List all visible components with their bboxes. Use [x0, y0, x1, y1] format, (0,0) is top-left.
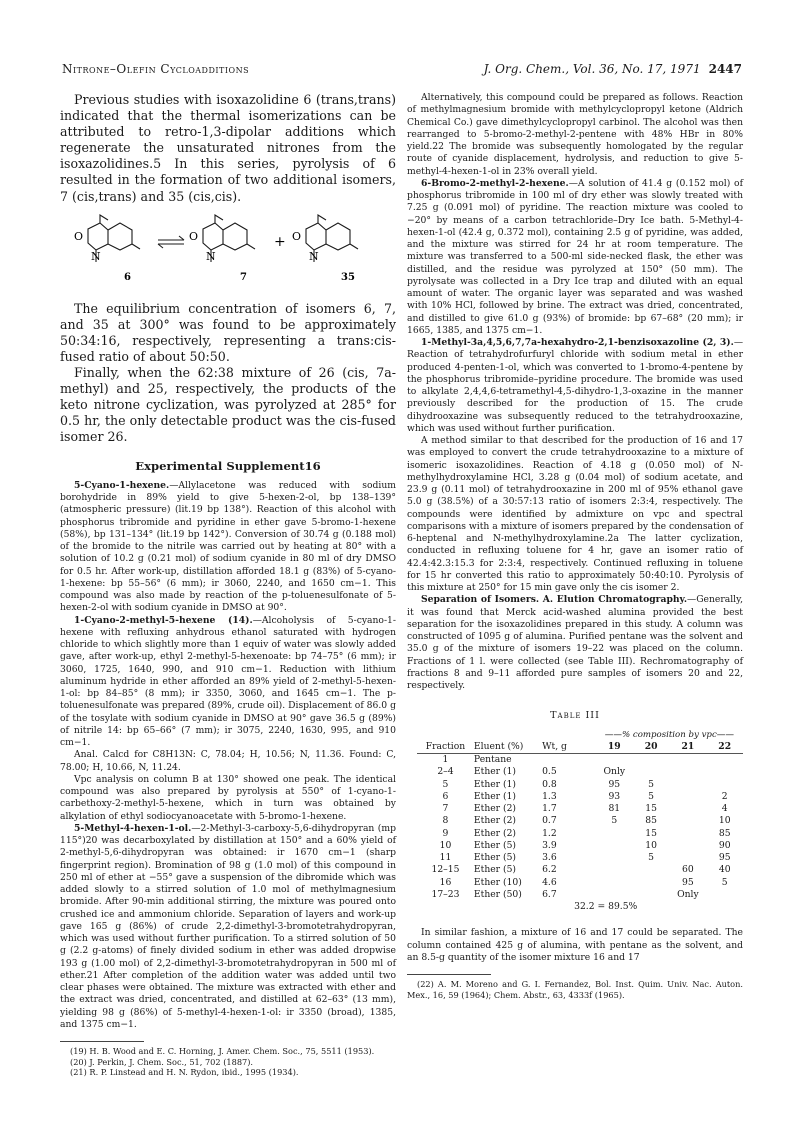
table-cell — [706, 766, 743, 778]
oxygen-atom-label: O — [292, 229, 302, 243]
isoxazolidine-structures — [60, 210, 396, 296]
running-head-title: Nitrone–Olefin Cycloadditions — [62, 62, 250, 76]
exp-lead: 5-Methyl-4-hexen-1-ol. — [74, 822, 192, 834]
table-row — [417, 852, 743, 864]
table-cell: Only — [677, 888, 699, 900]
nitrogen-atom-label: N — [309, 249, 319, 263]
table-cell: 3.6 — [542, 852, 557, 863]
table-total: 32.2 = 89.5% — [574, 901, 638, 912]
exp-text: —Alcoholysis of 5-cyano-1-hexene with refluxing anhydrous ethanol saturated with hydrogen chloride to which slightly more than 1 equiv of water was slowly added gave, after work-up, ethyl 2-methyl-5-hexenoate: bp 74–75° (6 mm); ir 3060, 1725, 1640, 990, and 910 cm−1. Reduction with lithium aluminum hydride in ether afforded an 89% yield of 2-methyl-5-hexen-1-ol: bp 84–85° (8 mm); ir 3350, 3060, and 1645 cm−1. The p-toluenesulfonate was prepared (89%, crude oil). Displacement of 86.0 g of the tosylate with sodium cyanide in DMSO at 90° gave 36.5 g (89%) of nitrile 14: bp 65–66° (7 mm); ir 3075, 2240, 1630, 995, and 910 cm−1. — [60, 614, 397, 748]
table-cell: 4 — [721, 803, 728, 814]
table-row — [417, 840, 743, 852]
table-cell: 1.2 — [542, 827, 557, 839]
table-cell — [706, 889, 743, 901]
table-cell — [669, 754, 706, 767]
exp-paragraph — [407, 337, 743, 435]
table-cell: 10 — [439, 839, 452, 851]
exp-text: —Generally, it was found that Merck acid-washed alumina provided the best separation for the isoxazolidines prepared in this study. A column was constructed of 1095 g of alumina. Purified pentane was the solvent and 35.0 g of the mixture of isomers 19–22 was placed on the column. Fractions of 1 l. were collected (see Table III). Rechromatography of fractions 8 and 9–11 afforded pure samples of isomers 20 and 22, respectively. — [407, 594, 743, 691]
table-cell: 85 — [645, 815, 657, 827]
table-cell — [633, 864, 670, 876]
table-cell: 93 — [608, 790, 621, 802]
exp-paragraph — [407, 178, 743, 337]
table-cell: 5 — [648, 852, 655, 863]
table-cell: 15 — [645, 827, 657, 839]
table-cell: Ether (1) — [473, 790, 517, 802]
table-cell — [633, 889, 670, 901]
table-cell: Ether (5) — [473, 864, 517, 876]
exp-text: —Allylacetone was reduced with sodium borohydride in 89% yield to give 5-hexen-2-ol, bp 138–139° (atmospheric pressure) (lit.19 bp 138°). Reaction of this alcohol with phosphorus tribromide and pyridine in ether gave 5-bromo-1-hexene (58%), bp 131–134° (lit.19 bp 142°). Conversion of 30.74 g (0.188 mol) of the bromide to the nitrile was carried out by heating at 80° with a solution of 10.2 g (0.21 mol) of sodium cyanide in 80 ml of dry DMSO for 0.5 hr. After work-up, distillation afforded 18.1 g (83%) of 5-cyano-1-hexene: bp 55–56° (6 mm); ir 3060, 2240, and 1650 cm−1. This compound was also made by reaction of the p-toluenesulfonate of 5-hexen-2-ol with sodium cyanide in DMSO at 90°. — [60, 479, 396, 614]
oxygen-atom-label: O — [74, 229, 84, 243]
table-row — [417, 766, 743, 778]
exp-lead: 1-Cyano-2-methyl-5-hexene (14). — [74, 614, 253, 626]
table-cell — [706, 779, 743, 791]
table-cell — [596, 754, 633, 767]
table-caption: Table III — [550, 710, 600, 722]
table-cell: 95 — [682, 876, 694, 888]
table-cell: 1.7 — [542, 803, 557, 814]
table-cell: 0.5 — [542, 766, 557, 778]
nitrogen-atom-label: N — [206, 249, 216, 263]
footnote: (22) A. M. Moreno and G. I. Fernandez, Bol. Inst. Quim. Univ. Nac. Auton. Mex., 16, 59 (1964); Chem. Abstr., 63, 4333f (1965). — [407, 979, 743, 1000]
table-span-header-row — [417, 729, 743, 741]
table-cell — [633, 754, 670, 767]
table-cell: 5 — [648, 778, 655, 790]
nitrogen-atom-label: N — [91, 249, 101, 263]
method-paragraph: A method similar to that described for the production of 16 and 17 was employed to convert the crude tetrahydrooxazine to a mixture of isomeric isoxazolidines. Reaction of 4.18 g (0.050 mol) of N-methylhydroxylamine HCl, 3.28 g (0.04 mol) of sodium acetate, and 23.9 g (0.11 mol) of tetrahydrooxazine in 200 ml of 95% ethanol gave 5.0 g (38.5%) of a 30:57:13 ratio of isomers 2:3:4, respectively. The compounds were identified by admixture on vpc and spectral comparisons with a mixture of isomers prepared by the condensation of 6-heptenal and N-methylhydroxylamine.2a The latter cyclization, conducted in refluxing toluene for 4 hr, gave an isomer ratio of 42.4:42.3:15.3 for 2:3:4, respectively. Continued refluxing in toluene for 15 hr converted this ratio to approximately 50:40:10. Pyrolysis of this mixture at 250° for 15 min gave only the cis isomer 2. — [407, 435, 743, 593]
table-cell — [596, 864, 633, 876]
oxygen-atom-label: O — [189, 229, 199, 243]
table-cell: Ether (2) — [473, 803, 517, 814]
table-cell: 60 — [682, 864, 694, 876]
table-cell: 10 — [645, 839, 657, 851]
exp-paragraph — [60, 823, 396, 1031]
table-cell: 95 — [608, 778, 621, 790]
structure-label-35: 35 — [341, 271, 355, 283]
page-number: 2447 — [708, 62, 742, 76]
right-column — [407, 92, 743, 1000]
table-cell — [669, 779, 706, 791]
table-cell — [669, 815, 706, 827]
table-cell: 81 — [608, 803, 621, 814]
column-header: 22 — [706, 741, 743, 754]
equilibrium-arrow — [158, 236, 184, 248]
footnote-rule — [60, 1041, 144, 1042]
intro-paragraph: Previous studies with isoxazolidine 6 (trans,trans) indicated that the thermal isomerizations can be attributed to retro-1,3-dipolar additions which regenerate the unsaturated nitrones from the isoxazolidines.5 In this series, pyrolysis of 6 resulted in the formation of two additional isomers, 7 (cis,trans) and 35 (cis,cis). — [60, 92, 396, 204]
column-header: 20 — [633, 741, 670, 754]
table-cell: 40 — [718, 864, 731, 876]
column-header: 21 — [669, 741, 706, 754]
table-cell: 1 — [442, 754, 449, 765]
left-column — [60, 92, 396, 1078]
exp-text: —A solution of 41.4 g (0.152 mol) of phosphorus tribromide in 100 ml of dry ether was slowly treated with 7.25 g (0.091 mol) of pyridine. The reaction mixture was cooled to −20° by means of a carbon tetrachloride–Dry Ice bath. 5-Methyl-4-hexen-1-ol (42.4 g, 0.372 mol), containing 2.5 g of pyridine, was added, and the mixture was stirred for 24 hr at room temperature. The mixture was transferred to a 500-ml side-necked flask, the ether was distilled, and the residue was pyrolyzed at 150° (50 mm). The pyrolysate was collected in a Dry Ice trap and diluted with an equal amount of water. The organic layer was separated and was washed with 10% HCl, followed by brine. The extract was dried, concentrated, and distilled to give 61.0 g (93%) of bromide: bp 67–68° (20 mm); ir 1665, 1385, and 1375 cm−1. — [407, 177, 743, 336]
table-cell: 6.7 — [542, 888, 557, 900]
table-cell — [596, 889, 633, 901]
table-row — [417, 815, 743, 827]
table-cell: 85 — [718, 827, 731, 839]
table-row — [417, 803, 743, 815]
table-cell: 11 — [439, 852, 452, 863]
table-cell: 12–15 — [431, 864, 460, 876]
table-cell: 5 — [721, 876, 728, 888]
exp-lead: 5-Cyano-1-hexene. — [74, 479, 170, 491]
table-cell — [542, 754, 596, 767]
table-body — [417, 754, 743, 902]
exp-paragraph — [60, 480, 396, 615]
table-cell: 9 — [442, 827, 449, 839]
journal-name: J. Org. Chem., Vol. 36, No. 17, 1971 — [483, 62, 701, 76]
table-cell — [596, 828, 633, 840]
structure-label-6: 6 — [124, 271, 131, 283]
column-header: 19 — [596, 741, 633, 754]
table-cell — [669, 828, 706, 840]
table-cell — [706, 754, 743, 767]
table-cell — [669, 803, 706, 815]
exp-text: —2-Methyl-3-carboxy-5,6-dihydropyran (mp 115°)20 was decarboxylated by distillation at 150° and a 60% yield of 2-methyl-5,6-dihydropyran was obtained: ir 1670 cm−1 (sharp fingerprint region). Bromination of 98 g (1.0 mol) of this compound in 250 ml of ether at −55° gave a suspension of the dibromide which was added slowly to a stirred solution of 1.0 mol of methylmagnesium bromide. After 90-min additional stirring, the mixture was poured onto crushed ice and ammonium chloride. Separation of layers and work-up gave 165 g (86%) of crude 2,2-dimethyl-3-bromotetrahydropyran, which was used without further purification. To a stirred solution of 50 g (2.2 g-atoms) of finely divided sodium in ether was added dropwise 193 g (1.00 mol) of 2,2-dimethyl-3-bromotetrahydropyran in 500 ml of ether.21 After completion of the addition water was added until two clear phases were obtained. The mixture was extracted with ether and the extract was dried, concentrated, and distilled at 62–63° (13 mm), yielding 98 g (86%) of 5-methyl-4-hexen-1-ol: ir 3350 (broad), 1385, and 1375 cm−1. — [60, 822, 396, 1030]
journal-citation — [484, 62, 742, 76]
structure-label-7: 7 — [240, 271, 247, 283]
exp-lead: 1-Methyl-3a,4,5,6,7,7a-hexahydro-2,1-benzisoxazoline (2, 3). — [421, 337, 734, 348]
table-row — [417, 779, 743, 791]
column-header: Eluent (%) — [474, 741, 542, 754]
table-cell: 95 — [718, 852, 731, 863]
table-cell: 3.9 — [542, 839, 557, 851]
footnote: (20) J. Perkin, J. Chem. Soc., 51, 702 (1887). — [70, 1056, 254, 1067]
table-cell: 0.8 — [542, 778, 557, 790]
equilibrium-paragraph: The equilibrium concentration of isomers 6, 7, and 35 at 300° was found to be approximately 50:34:16, respectively, representing a trans:cis-fused ratio of about 50:50. — [60, 300, 396, 364]
table-cell — [596, 852, 633, 864]
table-cell: 6 — [442, 790, 449, 802]
table-cell: 5 — [648, 790, 655, 802]
table-cell — [633, 877, 670, 889]
table-cell — [596, 877, 633, 889]
analysis-paragraph: Anal. Calcd for C8H13N: C, 78.04; H, 10.56; N, 11.36. Found: C, 78.00; H, 10.66, N, 11.24. — [60, 749, 396, 773]
footnote: (19) H. B. Wood and E. C. Horning, J. Amer. Chem. Soc., 75, 5511 (1953). — [70, 1046, 375, 1056]
table-cell: Ether (50) — [473, 888, 522, 900]
exp-lead: Separation of Isomers. A. Elution Chromatography. — [421, 594, 688, 606]
pyrolysis-paragraph: Finally, when the 62:38 mixture of 26 (cis, 7a-methyl) and 25, respectively, the products of the keto nitrone cyclization, was pyrolyzed at 285° for 0.5 hr, the only detectable product was the cis-fused isomer 26. — [60, 365, 396, 445]
footnote-rule — [407, 974, 491, 975]
table-cell: 5 — [442, 778, 449, 790]
table-cell: 15 — [645, 803, 657, 814]
table-row — [417, 791, 743, 803]
table-cell — [669, 840, 706, 852]
table-cell: 8 — [442, 815, 449, 827]
table-cell — [669, 852, 706, 864]
table-cell — [669, 766, 706, 778]
table-row — [417, 889, 743, 901]
table-span-header: ——% composition by vpc—— — [604, 729, 734, 740]
table-cell: Ether (10) — [473, 876, 522, 888]
plus-sign: + — [274, 233, 286, 250]
table-total-row — [417, 901, 743, 913]
table-row — [417, 864, 743, 876]
table-cell: 2 — [721, 790, 728, 802]
structure-scheme — [60, 210, 396, 296]
table-cell: Only — [603, 766, 626, 778]
table-cell: Ether (5) — [473, 839, 517, 851]
table-cell: 16 — [439, 876, 452, 888]
table-cell: Ether (2) — [473, 815, 517, 827]
table-cell: 4.6 — [542, 876, 557, 888]
separation-paragraph: In similar fashion, a mixture of 16 and 17 could be separated. The column contained 425 g of alumina, with pentane as the solvent, and an 8.5-g quantity of the isomer mixture 16 and 17 — [407, 927, 743, 963]
table-cell: 17–23 — [431, 888, 460, 900]
column-header: Wt, g — [542, 741, 596, 754]
running-head — [62, 62, 742, 78]
vpc-paragraph: Vpc analysis on column B at 130° showed one peak. The identical compound was also prepared by pyrolysis at 550° of 1-cyano-1-carbethoxy-2-methyl-5-hexene, which in turn was obtained by alkylation of ethyl sodiocyanoacetate with 5-bromo-1-hexene. — [60, 773, 396, 822]
footnote: (21) R. P. Linstead and H. N. Rydon, ibid., 1995 (1934). — [70, 1067, 299, 1078]
table-cell — [633, 766, 670, 778]
table-cell: Ether (1) — [473, 766, 517, 778]
table-cell: 1.3 — [542, 790, 557, 802]
exp-text: —Reaction of tetrahydrofurfuryl chloride with sodium metal in ether produced 4-penten-1-ol, which was converted to 1-bromo-4-pentene by the phosphorus tribromide–pyridine procedure. The bromide was used to alkylate 2,4,4,6-tetramethyl-4,5-dihydro-1,3-oxazine in the manner previously described for the production of 15. The crude dihydrooxazine was subsequently reduced to the tetrahydrooxazine, which was used without further purification. — [407, 337, 743, 434]
section-title: Experimental Supplement16 — [135, 458, 321, 473]
table-row — [417, 828, 743, 840]
table-cell: 6.2 — [542, 864, 557, 876]
table-cell: 2–4 — [437, 766, 454, 778]
table-cell: 10 — [718, 815, 731, 827]
table-cell: Ether (5) — [473, 852, 517, 863]
exp-paragraph — [60, 615, 396, 750]
table-cell: Ether (1) — [473, 778, 517, 790]
exp-paragraph — [407, 594, 743, 692]
table-cell: 5 — [611, 815, 618, 827]
table-header-row — [417, 741, 743, 754]
alt-prep-paragraph: Alternatively, this compound could be prepared as follows. Reaction of methylmagnesium bromide with methylcyclopropyl ketone (Aldrich Chemical Co.) gave dimethylcyclopropyl carbinol. The alcohol was then rearranged to 5-bromo-2-methyl-2-pentene with 48% HBr in 80% yield.22 The bromide was subsequently homologated by the regular route of cyanide displacement, hydrolysis, and reduction to give 5-methyl-4-hexen-1-ol in 23% overall yield. — [407, 92, 743, 177]
table-cell: 90 — [718, 839, 731, 851]
table-iii — [417, 729, 743, 914]
table-cell: Pentane — [473, 754, 512, 765]
column-header: Fraction — [417, 741, 474, 754]
table-cell: 0.7 — [542, 815, 557, 827]
table-row — [417, 754, 743, 767]
table-cell — [596, 840, 633, 852]
table-cell: Ether (2) — [473, 827, 517, 839]
table-cell — [669, 791, 706, 803]
table-row — [417, 877, 743, 889]
exp-lead: 6-Bromo-2-methyl-2-hexene. — [421, 177, 569, 189]
table-cell: 7 — [442, 803, 449, 814]
